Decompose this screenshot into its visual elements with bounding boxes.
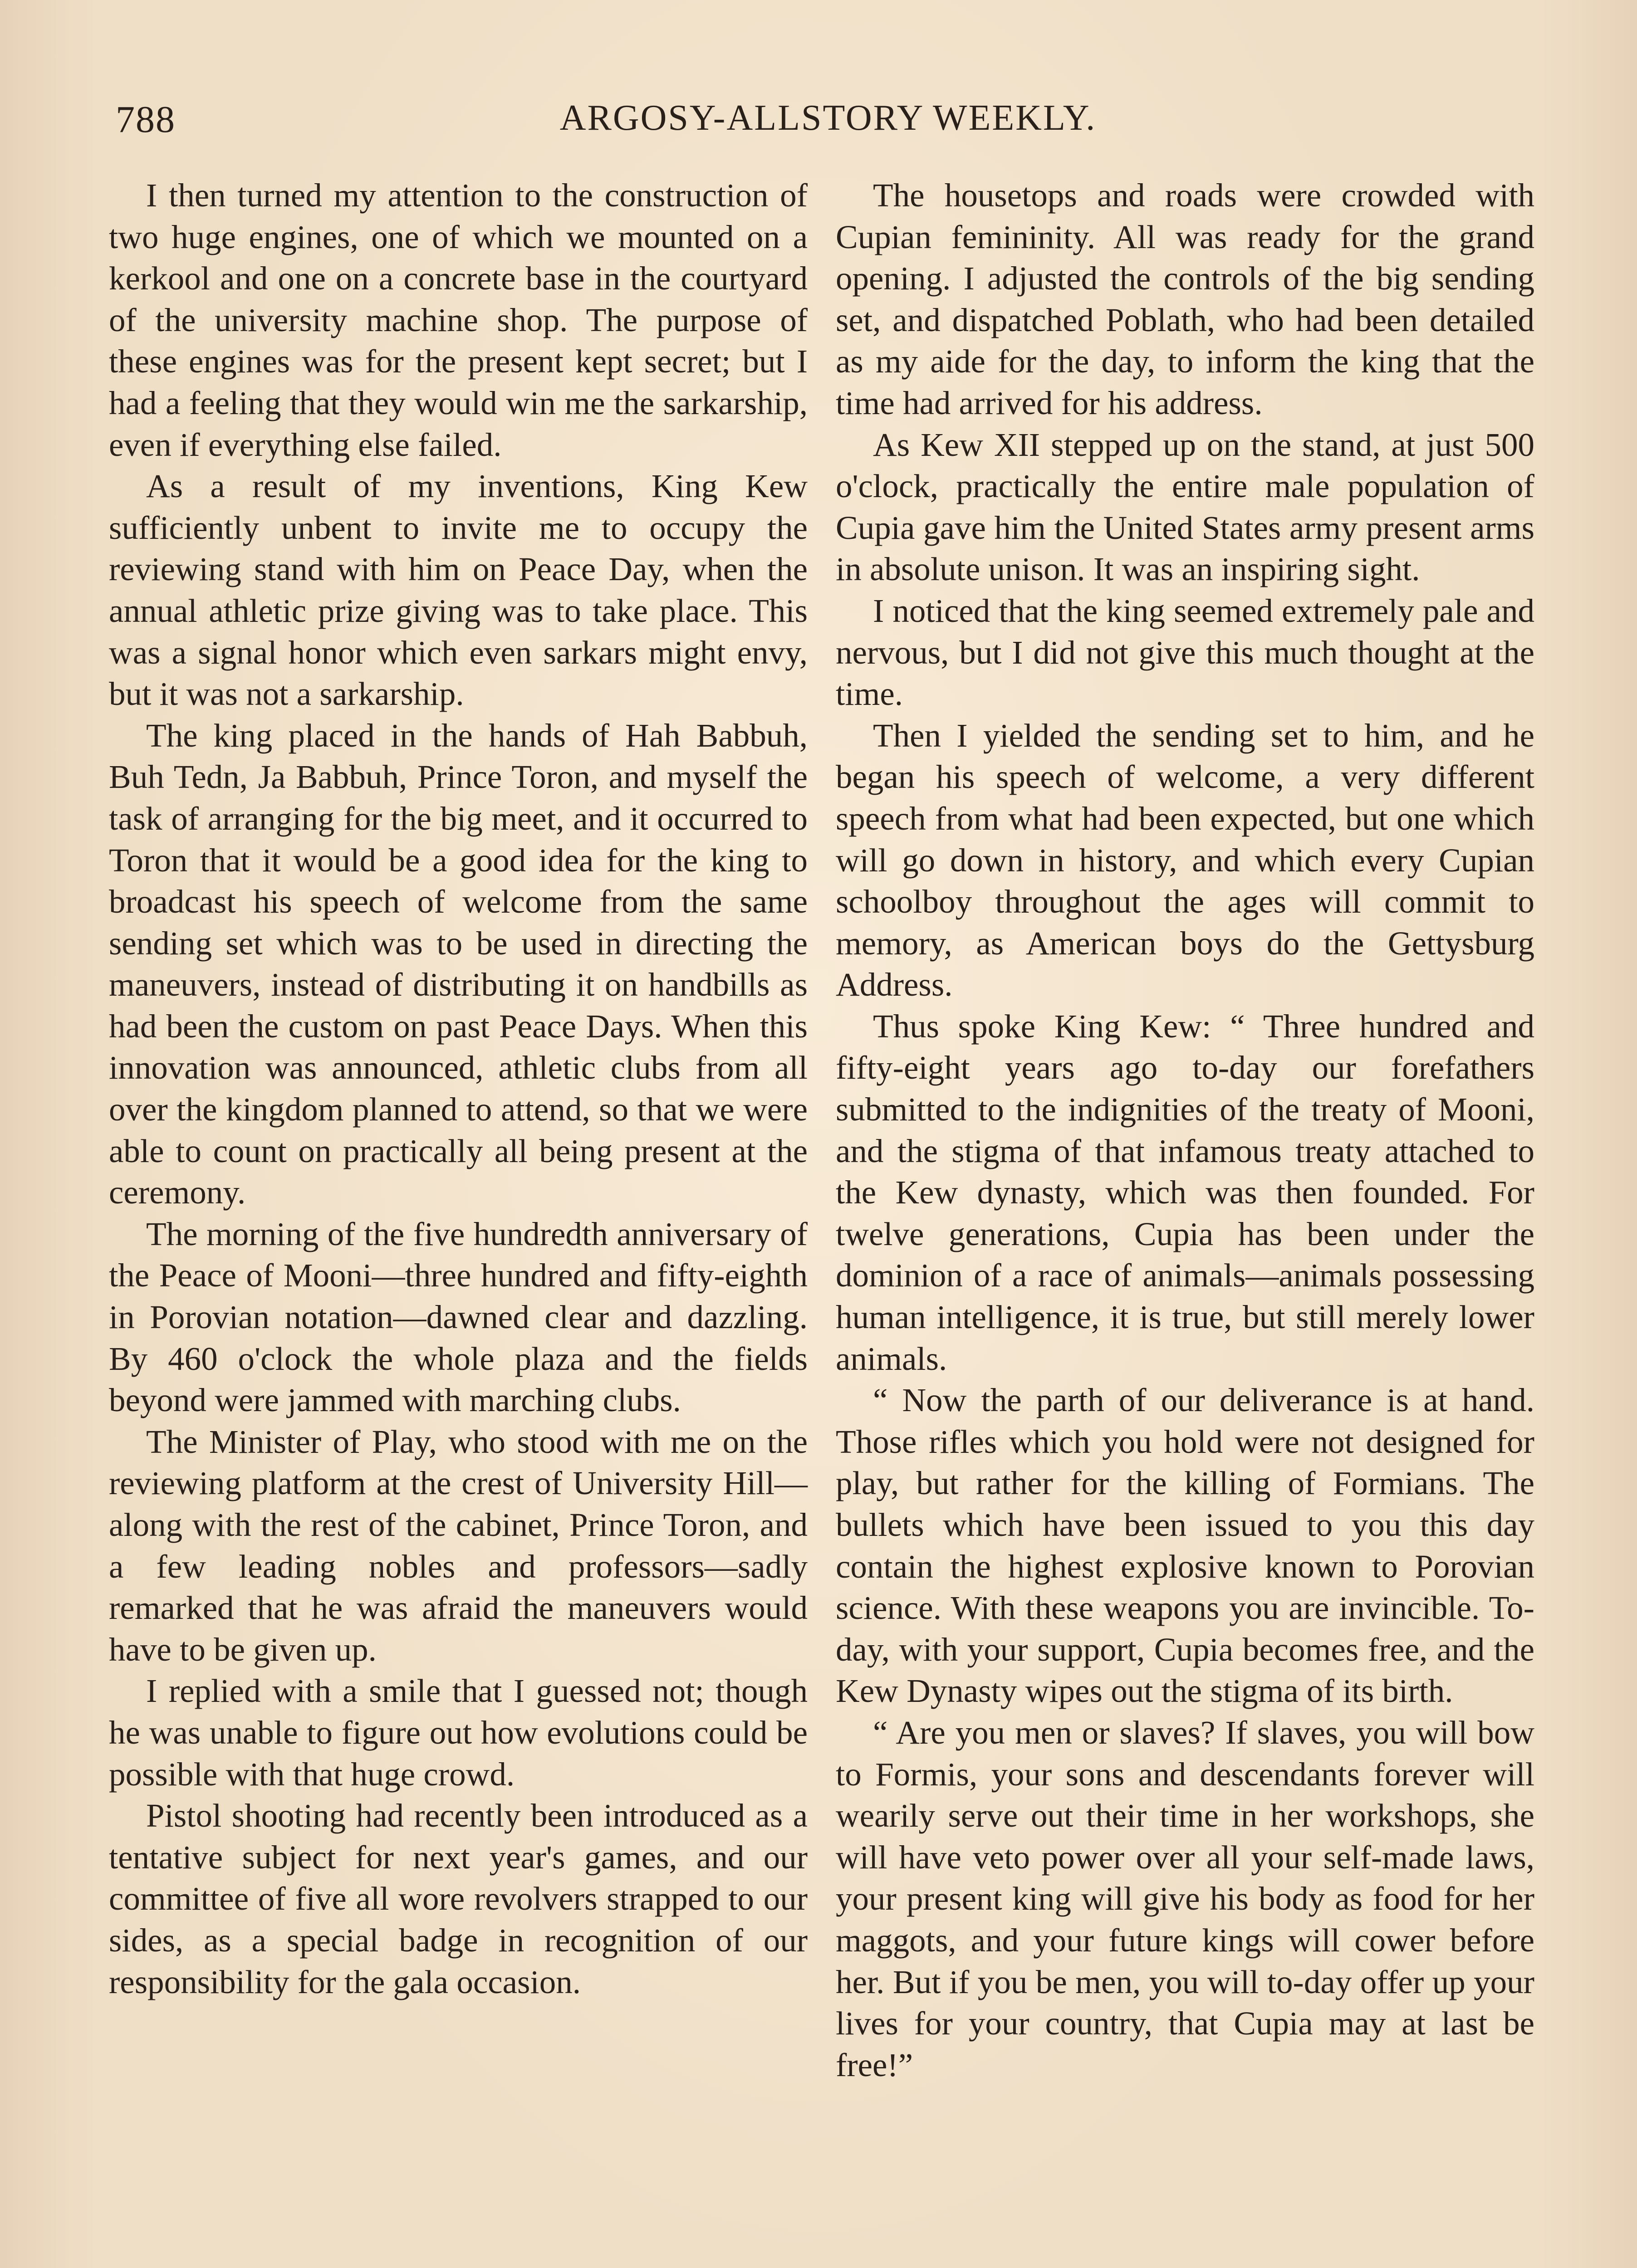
right-column [836, 175, 1534, 2086]
paragraph: The housetops and roads were crowded with Cupian femininity. All was ready for the grand opening. I adjusted the controls of the big sending set, and dispatched Poblath, who had been detailed as my aide for the day, to inform the king that the time had arrived for his address. [836, 177, 1534, 421]
paragraph: The king placed in the hands of Hah Babbuh, Buh Tedn, Ja Babbuh, Prince Toron, and myself the task of arranging for the big meet, and it occurred to Toron that it would be a good idea for the king to broadcast his speech of welcome from the same sending set which was to be used in directing the maneuvers, instead of distributing it on handbills as had been the custom on past Peace Days. When this innovation was announced, athletic clubs from all over the kingdom planned to attend, so that we were able to count on practically all being present at the ceremony. [109, 717, 808, 1211]
paragraph: I noticed that the king seemed extremely pale and nervous, but I did not give this much thought at the time. [836, 592, 1534, 713]
paragraph: Then I yielded the sending set to him, and he began his speech of welcome, a very different speech from what had been expected, but one which will go down in history, and which every Cupian schoolboy throughout the ages will commit to memory, as American boys do the Gettysburg Address. [836, 717, 1534, 1003]
paragraph: As Kew XII stepped up on the stand, at just 500 o'clock, practically the entire male population of Cupia gave him the United States army present arms in absolute unison. It was an inspiring sight. [836, 426, 1534, 588]
paragraph: “ Are you men or slaves? If slaves, you will bow to Formis, your sons and descendants forever will wearily serve out their time in her workshops, she will have veto power over all your self-made laws, your present king will give his body as food for her maggots, and your future kings will cower before her. But if you be men, you will to-day offer up your lives for your country, that Cupia may at last be free!” [836, 1714, 1534, 2083]
page-number: 788 [116, 98, 176, 141]
paragraph: “ Now the parth of our deliverance is at hand. Those rifles which you hold were not designed for play, but rather for the killing of Formians. The bullets which have been issued to you this day contain the highest explosive known to Porovian science. With these weapons you are invincible. To-day, with your support, Cupia becomes free, and the Kew Dynasty wipes out the stigma of its birth. [836, 1382, 1534, 1710]
paragraph: The morning of the five hundredth anniversary of the Peace of Mooni—three hundred and fifty-eighth in Porovian notation—dawned clear and dazzling. By 460 o'clock the whole plaza and the fields beyond were jammed with marching clubs. [109, 1215, 808, 1419]
paragraph: I then turned my attention to the construction of two huge engines, one of which we mounted on a kerkool and one on a concrete base in the courtyard of the university machine shop. The purpose of these engines was for the present kept secret; but I had a feeling that they would win me the sarkarship, even if everything else failed. [109, 177, 808, 463]
paragraph: I replied with a smile that I guessed not; though he was unable to figure out how evolutions could be possible with that huge crowd. [109, 1672, 808, 1793]
paragraph: As a result of my inventions, King Kew sufficiently unbent to invite me to occupy the reviewing stand with him on Peace Day, when the annual athletic prize giving was to take place. This was a signal honor which even sarkars might envy, but it was not a sarkarship. [109, 468, 808, 713]
paragraph: Thus spoke King Kew: “ Three hundred and fifty-eight years ago to-day our forefathers submitted to the indignities of the treaty of Mooni, and the stigma of that infamous treaty attached to the Kew dynasty, which was then founded. For twelve generations, Cupia has been under the dominion of a race of animals—animals possessing human intelligence, it is true, but still merely lower animals. [836, 1007, 1534, 1377]
page-header [116, 88, 1540, 152]
paragraph: Pistol shooting had recently been introduced as a tentative subject for next year's games, and our committee of five all wore revolvers strapped to our sides, as a special badge in recognition of our responsibility for the gala occasion. [109, 1797, 808, 2000]
running-head: ARGOSY-ALLSTORY WEEKLY. [559, 98, 1097, 138]
left-column [109, 175, 808, 2003]
paragraph: The Minister of Play, who stood with me on the reviewing platform at the crest of University Hill—along with the rest of the cabinet, Prince Toron, and a few leading nobles and professors—sadly remarked that he was afraid the maneuvers would have to be given up. [109, 1423, 808, 1668]
